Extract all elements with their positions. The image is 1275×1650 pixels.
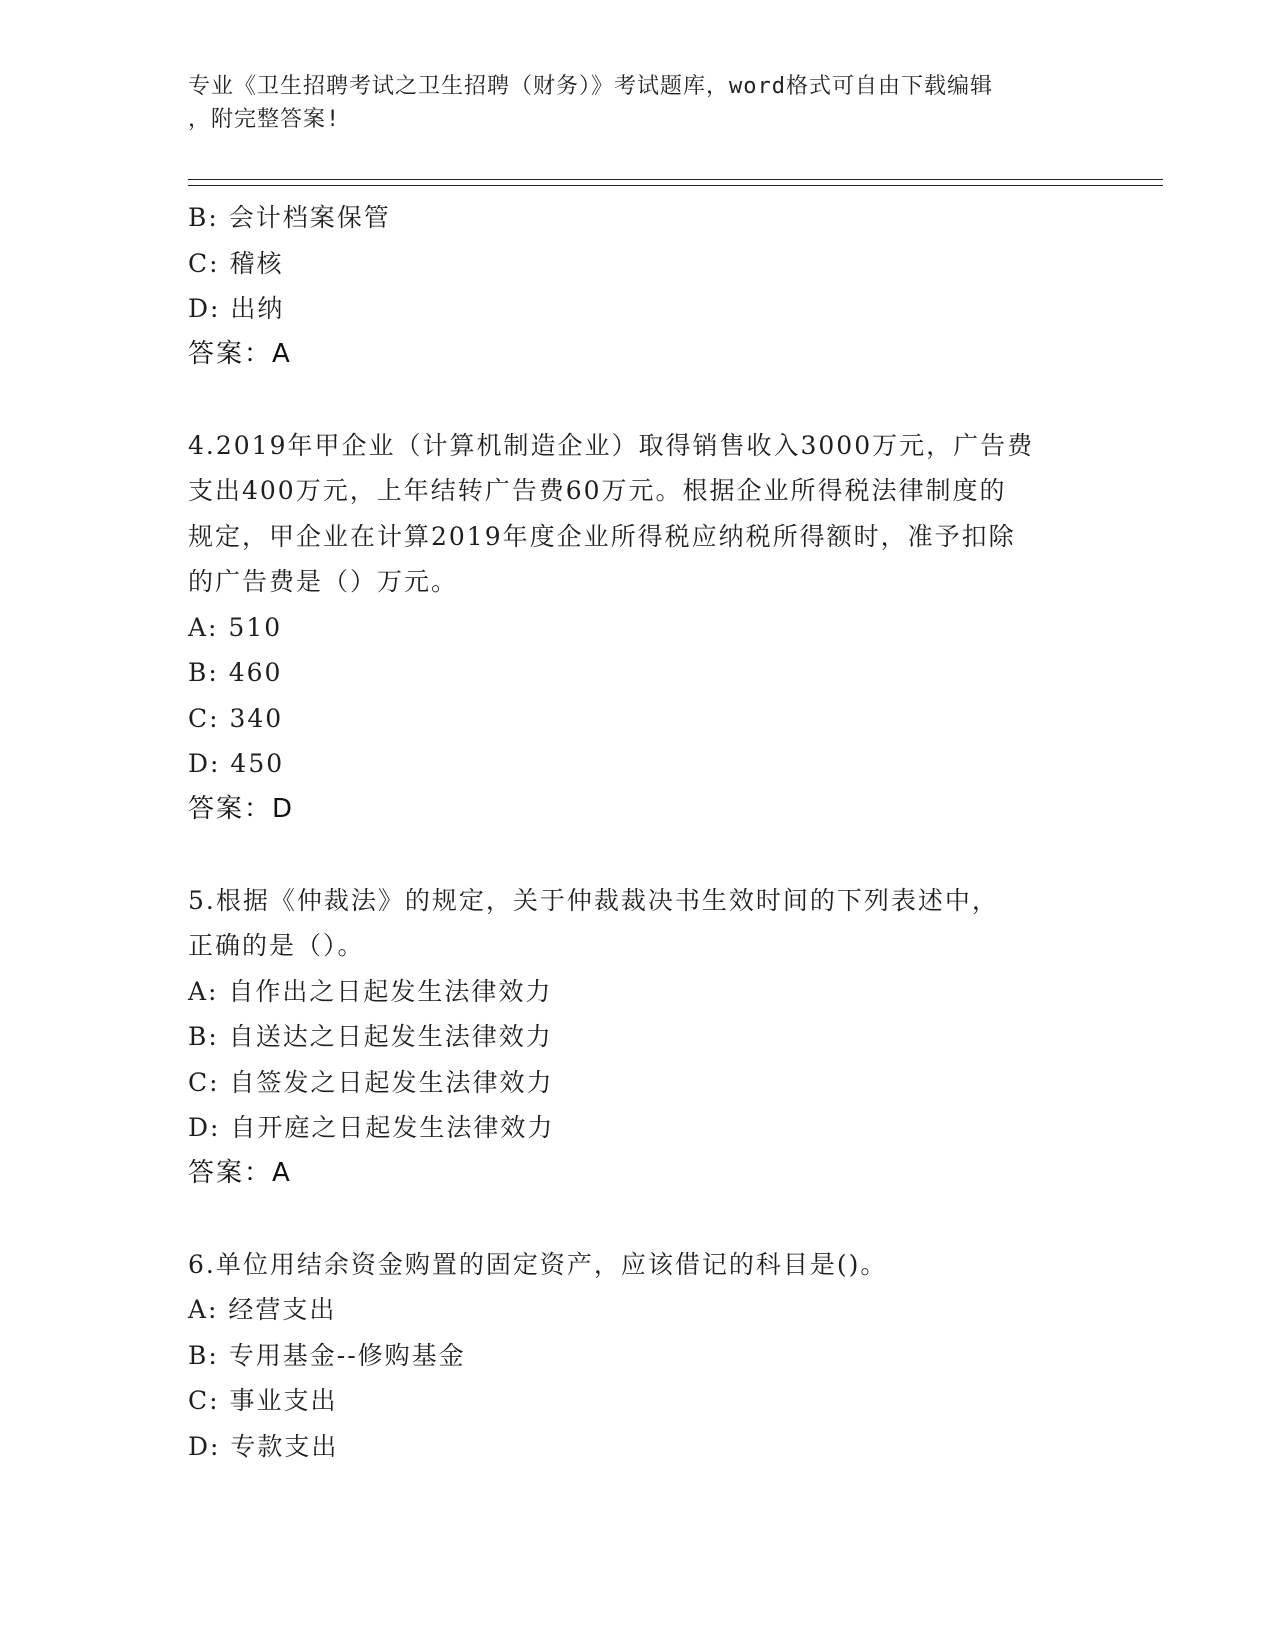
header-line-1: 专业《卫生招聘考试之卫生招聘（财务）》考试题库，word格式可自由下载编辑 (188, 74, 993, 99)
question-stem-line: 5.根据《仲裁法》的规定，关于仲裁裁决书生效时间的下列表述中， (188, 885, 999, 915)
option-c: C: 自签发之日起发生法律效力 (188, 1067, 554, 1097)
question-content (188, 195, 1163, 1469)
question-stem-line: 支出400万元，上年结转广告费60万元。根据企业所得税法律制度的 (188, 476, 1007, 505)
question-4 (188, 423, 1163, 833)
question-stem-line: 4.2019年甲企业（计算机制造企业）取得销售收入3000万元，广告费 (188, 430, 1035, 460)
option-c: C: 340 (188, 703, 284, 733)
option-a: A: 经营支出 (188, 1295, 337, 1324)
answer-line: 答案：A (188, 338, 292, 369)
question-6 (188, 1242, 1163, 1470)
question-stem-line: 6.单位用结余资金购置的固定资产，应该借记的科目是()。 (188, 1249, 888, 1279)
option-b: B: 460 (188, 658, 283, 687)
option-a: A: 自作出之日起发生法律效力 (188, 976, 553, 1006)
option-d: D: 出纳 (188, 294, 285, 323)
option-d: D: 450 (188, 749, 285, 778)
option-b: B: 专用基金--修购基金 (188, 1340, 466, 1370)
question-stem-line: 规定，甲企业在计算2019年度企业所得税应纳税所得额时，准予扣除 (188, 521, 1016, 551)
question-stem-line: 的广告费是（）万元。 (188, 567, 459, 596)
option-c: C: 事业支出 (188, 1386, 338, 1415)
option-d: D: 专款支出 (188, 1431, 339, 1461)
answer-line: 答案：D (188, 793, 295, 824)
document-header (188, 70, 1163, 136)
document-page (188, 70, 1163, 1469)
option-a: A: 510 (188, 612, 283, 642)
previous-question-tail (188, 195, 1163, 377)
option-c: C: 稽核 (188, 248, 284, 278)
option-b: B: 会计档案保管 (188, 203, 391, 232)
header-double-rule (188, 179, 1163, 186)
header-line-2: ，附完整答案! (188, 107, 341, 132)
question-5 (188, 878, 1163, 1197)
option-b: B: 自送达之日起发生法律效力 (188, 1022, 553, 1051)
option-d: D: 自开庭之日起发生法律效力 (188, 1113, 555, 1142)
answer-line: 答案：A (188, 1157, 292, 1188)
question-stem-line: 正确的是（）。 (188, 931, 365, 960)
